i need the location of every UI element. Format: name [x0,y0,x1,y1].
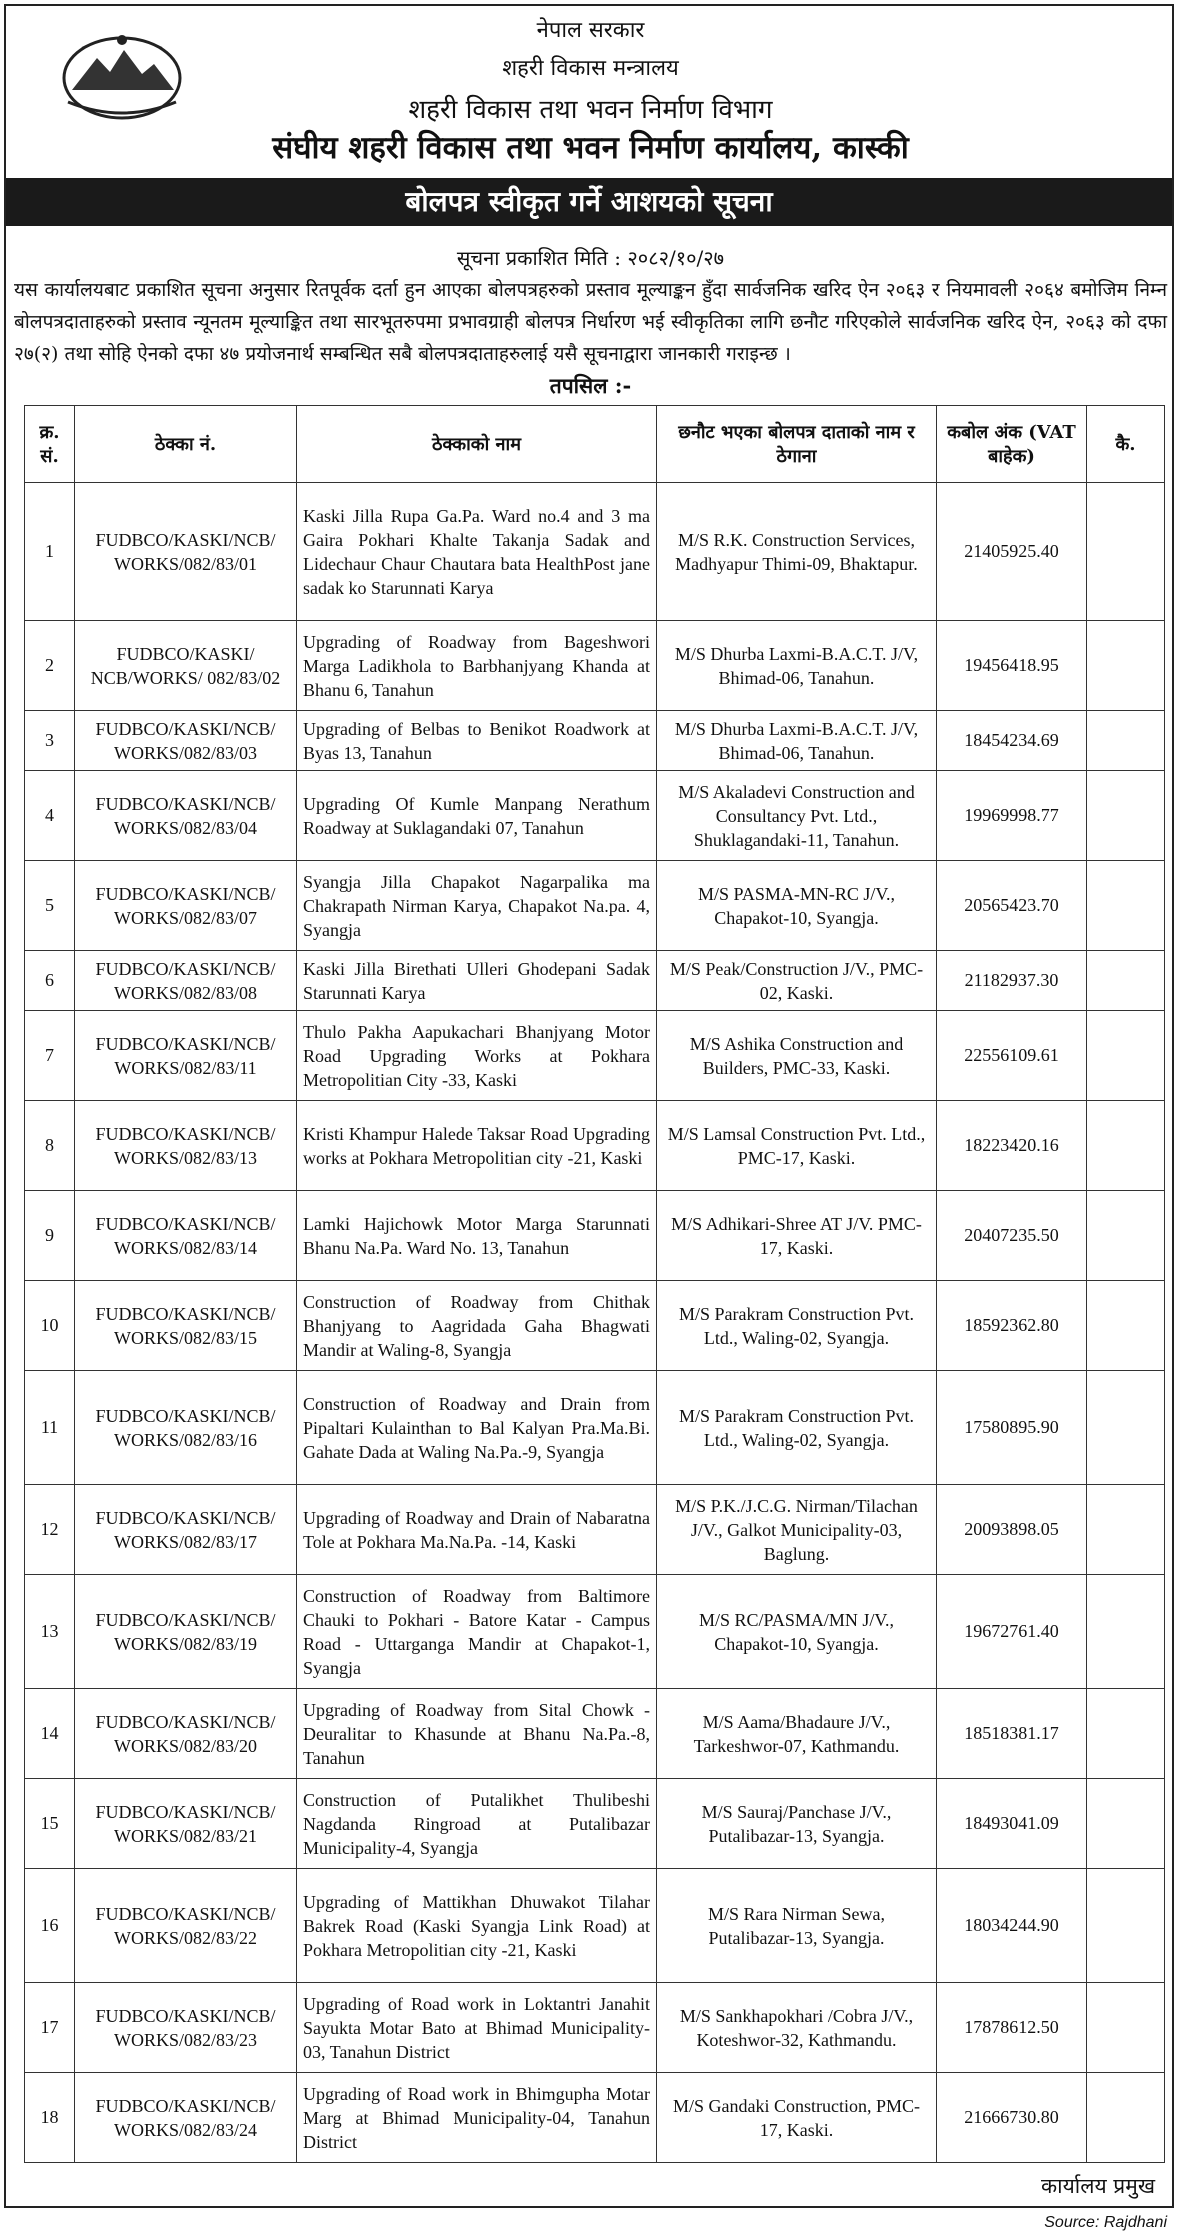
cell-name: Upgrading of Road work in Loktantri Janahit Sayukta Motar Bato at Bhimad Municipality-03, Tanahun District [297,1983,657,2073]
table-row [25,1983,1165,2073]
cell-bidder: M/S Ashika Construction and Builders, PMC-33, Kaski. [657,1011,937,1101]
cell-amount: 17878612.50 [937,1983,1087,2073]
header-office-title: संघीय शहरी विकास तथा भवन निर्माण कार्यालय, कास्की [272,130,909,166]
cell-amount: 19672761.40 [937,1575,1087,1689]
header-line3: शहरी विकास तथा भवन निर्माण विभाग [408,95,773,125]
cell-name: Thulo Pakha Aapukachari Bhanjyang Motor Road Upgrading Works at Pokhara Metropolitian City -33, Kaski [297,1011,657,1101]
cell-contract-no: FUDBCO/KASKI/NCB/ WORKS/082/83/08 [75,951,297,1011]
header-line2: शहरी विकास मन्त्रालय [502,56,679,81]
cell-sn: 4 [25,771,75,861]
cell-remarks [1087,1371,1165,1485]
col-header-remarks: कै. [1087,406,1165,483]
cell-contract-no: FUDBCO/KASKI/NCB/ WORKS/082/83/03 [75,711,297,771]
cell-bidder: M/S Sankhapokhari /Cobra J/V., Koteshwor-32, Kathmandu. [657,1983,937,2073]
col-header-sn: क्र. सं. [25,406,75,483]
cell-bidder: M/S Parakram Construction Pvt. Ltd., Waling-02, Syangja. [657,1281,937,1371]
cell-sn: 2 [25,621,75,711]
table-row [25,1575,1165,1689]
cell-bidder: M/S Peak/Construction J/V., PMC-02, Kaski. [657,951,937,1011]
cell-name: Construction of Roadway from Chithak Bhanjyang to Aagridada Gaha Bhagwati Mandir at Waling-8, Syangja [297,1281,657,1371]
table-row [25,621,1165,711]
cell-sn: 13 [25,1575,75,1689]
cell-remarks [1087,621,1165,711]
table-row [25,1779,1165,1869]
cell-sn: 17 [25,1983,75,2073]
cell-contract-no: FUDBCO/KASKI/NCB/ WORKS/082/83/22 [75,1869,297,1983]
cell-name: Syangja Jilla Chapakot Nagarpalika ma Chakrapath Nirman Karya, Chapakot Na.pa. 4, Syangja [297,861,657,951]
cell-bidder: M/S P.K./J.C.G. Nirman/Tilachan J/V., Galkot Municipality-03, Baglung. [657,1485,937,1575]
cell-sn: 8 [25,1101,75,1191]
cell-amount: 18493041.09 [937,1779,1087,1869]
tapasil-heading: तपसिल :- [549,373,632,398]
cell-bidder: M/S Lamsal Construction Pvt. Ltd., PMC-17, Kaski. [657,1101,937,1191]
cell-amount: 18518381.17 [937,1689,1087,1779]
col-header-bidder: छनौट भएका बोलपत्र दाताको नाम र ठेगाना [657,406,937,483]
cell-remarks [1087,1779,1165,1869]
cell-remarks [1087,951,1165,1011]
cell-remarks [1087,861,1165,951]
cell-amount: 21666730.80 [937,2073,1087,2163]
cell-name: Construction of Putalikhet Thulibeshi Nagdanda Ringroad at Putalibazar Municipality-4, Syangja [297,1779,657,1869]
table-row [25,1191,1165,1281]
table-row [25,1101,1165,1191]
cell-amount: 18592362.80 [937,1281,1087,1371]
table-row [25,1689,1165,1779]
cell-sn: 1 [25,483,75,621]
cell-amount: 20565423.70 [937,861,1087,951]
cell-bidder: M/S Parakram Construction Pvt. Ltd., Waling-02, Syangja. [657,1371,937,1485]
cell-amount: 20407235.50 [937,1191,1087,1281]
cell-sn: 11 [25,1371,75,1485]
cell-bidder: M/S R.K. Construction Services, Madhyapur Thimi-09, Bhaktapur. [657,483,937,621]
cell-bidder: M/S Sauraj/Panchase J/V., Putalibazar-13, Syangja. [657,1779,937,1869]
cell-contract-no: FUDBCO/KASKI/NCB/ WORKS/082/83/15 [75,1281,297,1371]
cell-contract-no: FUDBCO/KASKI/NCB/ WORKS/082/83/19 [75,1575,297,1689]
cell-bidder: M/S PASMA-MN-RC J/V., Chapakot-10, Syangja. [657,861,937,951]
cell-amount: 21182937.30 [937,951,1087,1011]
cell-contract-no: FUDBCO/KASKI/NCB/ WORKS/082/83/04 [75,771,297,861]
publish-date: सूचना प्रकाशित मिति : २०८२/१०/२७ [456,246,725,270]
cell-name: Kaski Jilla Birethati Ulleri Ghodepani Sadak Starunnati Karya [297,951,657,1011]
cell-bidder: M/S RC/PASMA/MN J/V., Chapakot-10, Syangja. [657,1575,937,1689]
cell-sn: 7 [25,1011,75,1101]
cell-contract-no: FUDBCO/KASKI/NCB/ WORKS/082/83/14 [75,1191,297,1281]
table-row [25,1371,1165,1485]
col-header-amount: कबोल अंक (VAT बाहेक) [937,406,1087,483]
cell-contract-no: FUDBCO/KASKI/NCB/ WORKS/082/83/23 [75,1983,297,2073]
cell-name: Kristi Khampur Halede Taksar Road Upgrading works at Pokhara Metropolitian city -21, Kaski [297,1101,657,1191]
table-row [25,483,1165,621]
cell-contract-no: FUDBCO/KASKI/NCB/ WORKS/082/83/07 [75,861,297,951]
cell-remarks [1087,483,1165,621]
cell-name: Upgrading of Mattikhan Dhuwakot Tilahar Bakrek Road (Kaski Syangja Link Road) at Pokhara Metropolitian city -21, Kaski [297,1869,657,1983]
cell-amount: 22556109.61 [937,1011,1087,1101]
table-row [25,771,1165,861]
table-row [25,711,1165,771]
table-row [25,2073,1165,2163]
cell-amount: 19969998.77 [937,771,1087,861]
source-label: Source: Rajdhani [1044,2214,1167,2231]
cell-contract-no: FUDBCO/KASKI/NCB/ WORKS/082/83/21 [75,1779,297,1869]
signature-label: कार्यालय प्रमुख [1041,2174,1155,2198]
notice-banner: बोलपत्र स्वीकृत गर्ने आशयको सूचना [6,178,1172,226]
cell-sn: 5 [25,861,75,951]
cell-contract-no: FUDBCO/KASKI/NCB/ WORKS/082/83/13 [75,1101,297,1191]
cell-remarks [1087,1101,1165,1191]
cell-remarks [1087,711,1165,771]
table-header-row [25,406,1165,483]
cell-amount: 20093898.05 [937,1485,1087,1575]
cell-bidder: M/S Adhikari-Shree AT J/V. PMC-17, Kaski. [657,1191,937,1281]
cell-name: Upgrading of Roadway from Bageshwori Marga Ladikhola to Barbhanjyang Khanda at Bhanu 6, Tanahun [297,621,657,711]
cell-amount: 17580895.90 [937,1371,1087,1485]
cell-amount: 18034244.90 [937,1869,1087,1983]
cell-name: Upgrading Of Kumle Manpang Nerathum Roadway at Suklagandaki 07, Tanahun [297,771,657,861]
cell-name: Construction of Roadway from Baltimore Chauki to Pokhari - Batore Katar - Campus Road - Uttarganga Mandir at Chapakot-1, Syangja [297,1575,657,1689]
cell-contract-no: FUDBCO/KASKI/NCB/ WORKS/082/83/20 [75,1689,297,1779]
cell-contract-no: FUDBCO/KASKI/NCB/ WORKS/082/83/17 [75,1485,297,1575]
cell-amount: 19456418.95 [937,621,1087,711]
cell-contract-no: FUDBCO/KASKI/NCB/ WORKS/082/83/24 [75,2073,297,2163]
col-header-contract-no: ठेक्का नं. [75,406,297,483]
cell-contract-no: FUDBCO/KASKI/NCB/ WORKS/082/83/11 [75,1011,297,1101]
intro-paragraph: यस कार्यालयबाट प्रकाशित सूचना अनुसार रितपूर्वक दर्ता हुन आएका बोलपत्रहरुको प्रस्ताव मूल्याङ्कन हुँदा सार्वजनिक खरिद ऐन २०६३ र नियमावली २०६४ बमोजिम निम्न बोलपत्रदाताहरुको प्रस्ताव न्यूनतम मूल्याङ्कित तथा सारभूतरुपमा प्रभावग्राही बोलपत्र निर्धारण भई स्वीकृतिका लागि छनौट गरिएकोले सार्वजनिक खरिद ऐन, २०६३ को दफा २७(२) तथा सोहि ऐनको दफा ४७ प्रयोजनार्थ सम्बन्धित सबै बोलपत्रदाताहरुलाई यसै सूचनाद्वारा जानकारी गराइन्छ । [14,279,1167,365]
cell-remarks [1087,1485,1165,1575]
cell-bidder: M/S Akaladevi Construction and Consultancy Pvt. Ltd., Shuklagandaki-11, Tanahun. [657,771,937,861]
cell-contract-no: FUDBCO/KASKI/NCB/ WORKS/082/83/01 [75,483,297,621]
cell-bidder: M/S Dhurba Laxmi-B.A.C.T. J/V, Bhimad-06, Tanahun. [657,621,937,711]
col-header-name: ठेक्काको नाम [297,406,657,483]
cell-name: Kaski Jilla Rupa Ga.Pa. Ward no.4 and 3 ma Gaira Pokhari Khalte Takanja Sadak and Lidechaur Chaur Chautara bata HealthPost jane sadak ko Starunnati Karya [297,483,657,621]
table-row [25,1011,1165,1101]
cell-remarks [1087,2073,1165,2163]
cell-sn: 18 [25,2073,75,2163]
cell-amount: 18223420.16 [937,1101,1087,1191]
cell-sn: 9 [25,1191,75,1281]
cell-sn: 12 [25,1485,75,1575]
cell-bidder: M/S Aama/Bhadaure J/V., Tarkeshwor-07, Kathmandu. [657,1689,937,1779]
cell-sn: 10 [25,1281,75,1371]
table-row [25,1281,1165,1371]
header-line1: नेपाल सरकार [536,18,645,43]
cell-remarks [1087,1191,1165,1281]
cell-bidder: M/S Rara Nirman Sewa, Putalibazar-13, Syangja. [657,1869,937,1983]
cell-remarks [1087,1281,1165,1371]
cell-name: Upgrading of Belbas to Benikot Roadwork at Byas 13, Tanahun [297,711,657,771]
cell-sn: 16 [25,1869,75,1983]
cell-remarks [1087,771,1165,861]
cell-sn: 3 [25,711,75,771]
cell-contract-no: FUDBCO/KASKI/NCB/ WORKS/082/83/16 [75,1371,297,1485]
cell-name: Lamki Hajichowk Motor Marga Starunnati Bhanu Na.Pa. Ward No. 13, Tanahun [297,1191,657,1281]
bid-table [24,405,1165,2163]
cell-remarks [1087,1689,1165,1779]
table-row [25,1869,1165,1983]
cell-contract-no: FUDBCO/KASKI/ NCB/WORKS/ 082/83/02 [75,621,297,711]
cell-amount: 21405925.40 [937,483,1087,621]
cell-sn: 6 [25,951,75,1011]
cell-remarks [1087,1869,1165,1983]
cell-remarks [1087,1011,1165,1101]
cell-name: Upgrading of Road work in Bhimgupha Motar Marg at Bhimad Municipality-04, Tanahun District [297,2073,657,2163]
cell-sn: 14 [25,1689,75,1779]
cell-bidder: M/S Gandaki Construction, PMC-17, Kaski. [657,2073,937,2163]
cell-remarks [1087,1983,1165,2073]
cell-remarks [1087,1575,1165,1689]
table-row [25,861,1165,951]
cell-name: Upgrading of Roadway from Sital Chowk - Deuralitar to Khasunde at Bhanu Na.Pa.-8, Tanahun [297,1689,657,1779]
cell-name: Upgrading of Roadway and Drain of Nabaratna Tole at Pokhara Ma.Na.Pa. -14, Kaski [297,1485,657,1575]
cell-name: Construction of Roadway and Drain from Pipaltari Kulainthan to Bal Kalyan Pra.Ma.Bi. Gahate Dada at Waling Na.Pa.-9, Syangja [297,1371,657,1485]
cell-sn: 15 [25,1779,75,1869]
cell-amount: 18454234.69 [937,711,1087,771]
table-row [25,1485,1165,1575]
cell-bidder: M/S Dhurba Laxmi-B.A.C.T. J/V, Bhimad-06, Tanahun. [657,711,937,771]
table-row [25,951,1165,1011]
